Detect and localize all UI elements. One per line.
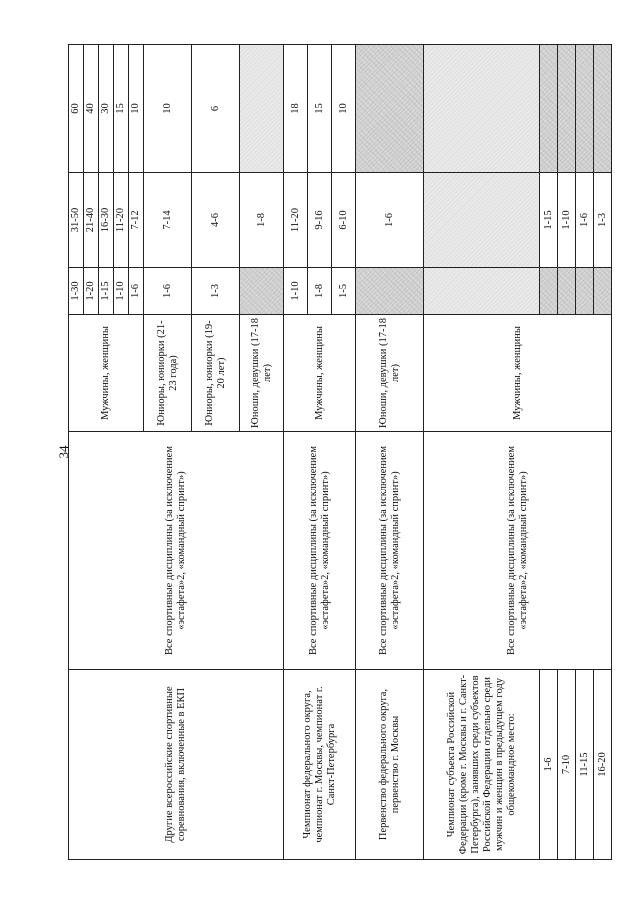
value-cell: 30	[99, 45, 114, 173]
value-cell: 11-20	[284, 173, 308, 268]
value-cell: 6-10	[332, 173, 356, 268]
value-cell: 9-16	[308, 173, 332, 268]
value-cell: 7-12	[129, 173, 144, 268]
value-cell: 10	[144, 45, 192, 173]
value-cell: 11-20	[114, 173, 129, 268]
value-cell: 1-5	[332, 268, 356, 315]
value-cell: 1-10	[114, 268, 129, 315]
place-cell: 16-20	[594, 670, 612, 860]
value-cell: 1-30	[69, 268, 84, 315]
value-cell: 1-3	[594, 173, 612, 268]
value-cell	[576, 268, 594, 315]
value-cell: 7-14	[144, 173, 192, 268]
group-cell: Мужчины, женщины	[69, 315, 144, 432]
value-cell: 40	[84, 45, 99, 173]
competition-cell: Первенство федерального округа, первенство г. Москвы	[356, 670, 424, 860]
value-cell: 15	[114, 45, 129, 173]
value-cell: 21-40	[84, 173, 99, 268]
value-cell	[356, 268, 424, 315]
value-cell: 1-6	[144, 268, 192, 315]
qualification-table	[68, 44, 612, 860]
group-cell: Юноши, девушки (17-18 лет)	[240, 315, 284, 432]
group-cell: Мужчины, женщины	[284, 315, 356, 432]
value-cell: 31-50	[69, 173, 84, 268]
value-cell: 1-15	[99, 268, 114, 315]
value-cell	[558, 45, 576, 173]
value-cell	[240, 45, 284, 173]
place-cell: 11-15	[576, 670, 594, 860]
value-cell	[594, 45, 612, 173]
value-cell: 10	[129, 45, 144, 173]
rotated-table-container	[68, 45, 611, 860]
value-cell: 1-8	[308, 268, 332, 315]
value-cell: 60	[69, 45, 84, 173]
value-cell	[240, 268, 284, 315]
value-cell	[356, 45, 424, 173]
value-cell: 1-20	[84, 268, 99, 315]
value-cell: 16-30	[99, 173, 114, 268]
page-number: 34	[56, 445, 71, 459]
value-cell: 6	[192, 45, 240, 173]
group-cell: Юноши, девушки (17-18 лет)	[356, 315, 424, 432]
value-cell: 18	[284, 45, 308, 173]
value-cell: 10	[332, 45, 356, 173]
competition-cell: Чемпионат субъекта Российской Федерации (кроме г. Москвы и г. Санкт-Петербурга), занявших среди субъектов Российской Федерации отдельно среди мужчин и женщин в предыдущем году общекомандное место:	[424, 670, 540, 860]
value-cell	[558, 268, 576, 315]
competition-cell: Другие всероссийские спортивные соревнования, включенные в ЕКП	[69, 670, 284, 860]
value-cell: 1-15	[540, 173, 558, 268]
value-cell: 1-10	[558, 173, 576, 268]
value-cell: 1-3	[192, 268, 240, 315]
value-cell	[540, 45, 558, 173]
discipline-cell: Все спортивные дисциплины (за исключением «эстафета»2, «командный спринт»)	[424, 432, 612, 670]
group-cell: Юниоры, юниорки (19-20 лет)	[192, 315, 240, 432]
value-cell	[576, 45, 594, 173]
value-cell: 4-6	[192, 173, 240, 268]
value-cell: 1-6	[129, 268, 144, 315]
discipline-cell: Все спортивные дисциплины (за исключением «эстафета»2, «командный спринт»)	[356, 432, 424, 670]
competition-cell: Чемпионат федерального округа, чемпионат г. Москвы, чемпионат г. Санкт-Петербурга	[284, 670, 356, 860]
value-cell	[540, 268, 558, 315]
discipline-cell: Все спортивные дисциплины (за исключением «эстафета»2, «командный спринт»)	[69, 432, 284, 670]
table-row	[356, 45, 424, 860]
table-row	[69, 45, 84, 860]
value-cell: 1-6	[356, 173, 424, 268]
group-cell: Юниоры, юниорки (21-23 года)	[144, 315, 192, 432]
discipline-cell: Все спортивные дисциплины (за исключением «эстафета»2, «командный спринт»)	[284, 432, 356, 670]
value-cell: 15	[308, 45, 332, 173]
value-cell: 1-6	[576, 173, 594, 268]
value-cell: 1-10	[284, 268, 308, 315]
value-cell	[594, 268, 612, 315]
place-cell: 1-6	[540, 670, 558, 860]
group-cell: Мужчины, женщины	[424, 315, 612, 432]
place-cell: 7-10	[558, 670, 576, 860]
table-row	[284, 45, 308, 860]
table-row	[424, 45, 540, 860]
value-cell: 1-8	[240, 173, 284, 268]
